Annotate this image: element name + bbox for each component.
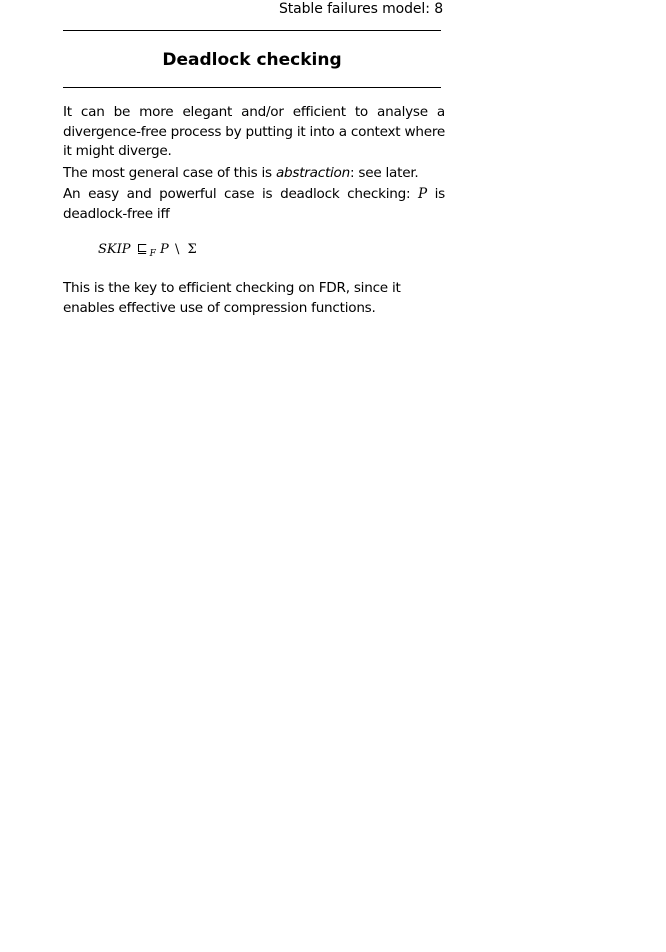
running-head: Stable failures model: 8: [278, 1, 443, 17]
slide-title: Deadlock checking: [162, 50, 342, 70]
text-span: : see later.: [350, 164, 419, 181]
refinement-formula: [98, 241, 445, 263]
paragraph-abstraction: [63, 164, 445, 184]
math-variable-p: P: [418, 186, 427, 202]
formula-process: P: [160, 242, 169, 257]
formula-alphabet: Σ: [187, 242, 197, 257]
title-rule-top: [63, 30, 441, 31]
text-span: is deadlock-free iff: [63, 186, 445, 222]
emphasis-abstraction: abstraction: [275, 164, 350, 181]
hiding-operator: \: [174, 242, 180, 257]
paragraph-fdr-compression: This is the key to efficient checking on FDR, since it enables effective use of compression functions.: [63, 280, 401, 316]
paragraph-deadlock-checking: [63, 185, 445, 224]
paragraph-context-divergence: It can be more elegant and/or efficient to analyse a divergence-free process by putting it into a context where it might diverge.: [63, 104, 445, 159]
refinement-symbol: ⊑: [136, 242, 148, 257]
title-rule-bottom: [63, 87, 441, 88]
text-span: An easy and powerful case is deadlock checking:: [63, 186, 419, 202]
formula-lhs: SKIP: [98, 242, 131, 257]
refinement-model-subscript: F: [149, 249, 156, 259]
text-span: The most general case of this is: [63, 164, 276, 181]
slide-body: [63, 103, 445, 320]
